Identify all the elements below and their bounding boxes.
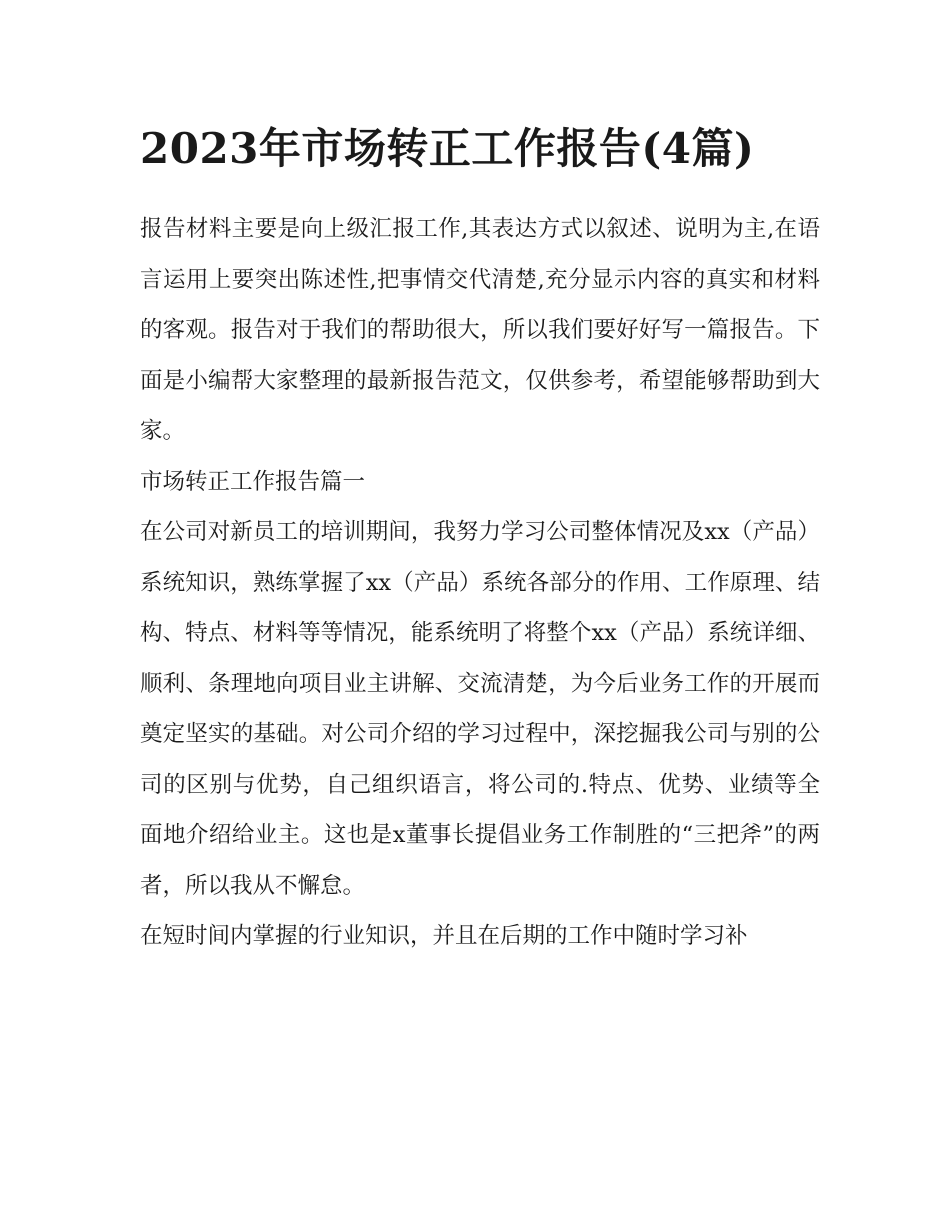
body-paragraph-1: 在公司对新员工的培训期间，我努力学习公司整体情况及xx（产品）系统知识，熟练掌握了xx（产品）系统各部分的作用、工作原理、结构、特点、材料等等情况，能系统明了将整个xx（产品）系统详细、顺利、条理地向项目业主讲解、交流清楚，为今后业务工作的开展而奠定坚实的基础。对公司介绍的学习过程中，深挖掘我公司与别的公司的区别与优势，自己组织语言，将公司的.特点、优势、业绩等全面地介绍给业主。这也是x董事长提倡业务工作制胜的“三把斧”的两者，所以我从不懈怠。 <box>140 519 820 899</box>
section-heading: 市场转正工作报告篇一 <box>140 468 366 495</box>
body-paragraph-2: 在短时间内掌握的行业知识，并且在后期的工作中随时学习补 <box>140 923 748 949</box>
document-title: 2023年市场转正工作报告(4篇) <box>140 124 755 173</box>
document-page <box>140 118 820 962</box>
intro-paragraph: 报告材料主要是向上级汇报工作,其表达方式以叙述、说明为主,在语言运用上要突出陈述性,把事情交代清楚,充分显示内容的真实和材料的客观。报告对于我们的帮助很大，所以我们要好好写一篇报告。下面是小编帮大家整理的最新报告范文，仅供参考，希望能够帮助到大家。 <box>140 216 820 444</box>
